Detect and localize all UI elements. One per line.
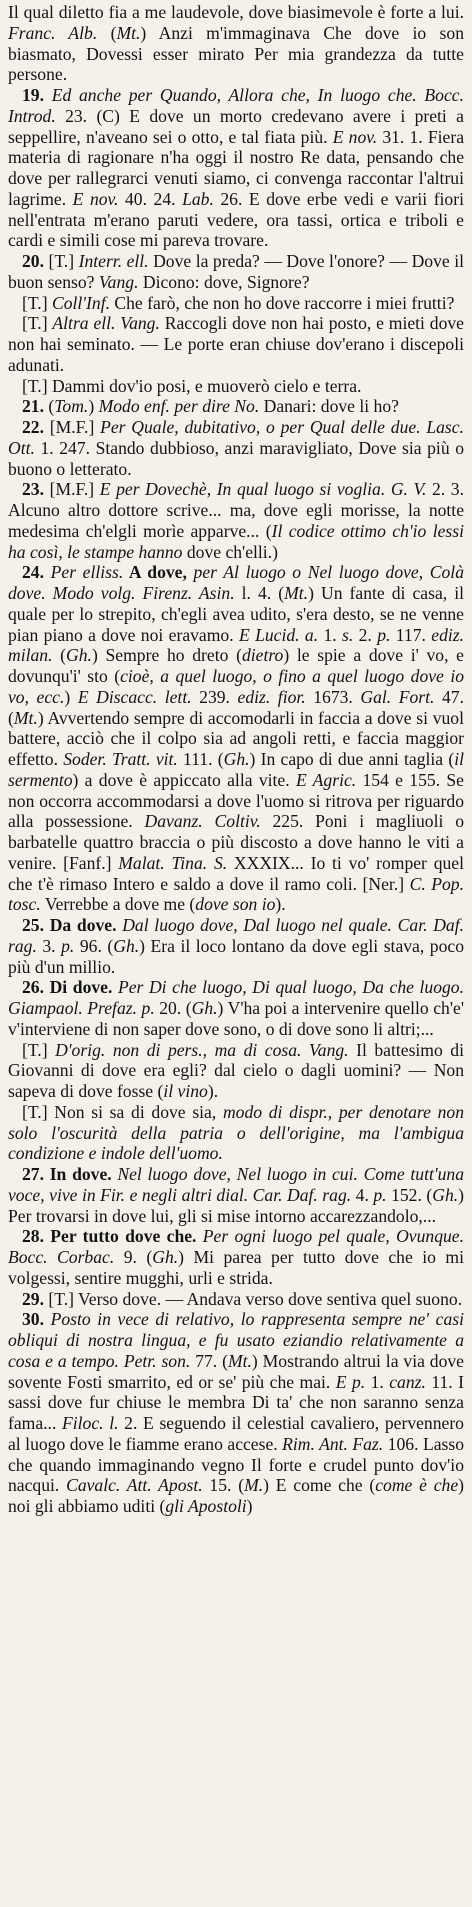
italic-text: Mt.	[227, 1350, 252, 1371]
body-text: ) V'ha poi a intervenire quello ch'e' v'interviene di non saper dove sono, o di dove sono li altri;...	[8, 998, 464, 1039]
italic-text: p.	[61, 935, 75, 956]
italic-text: ediz. fior.	[237, 686, 306, 707]
italic-text: Franc. Alb.	[8, 22, 98, 43]
italic-text: p.	[377, 624, 391, 645]
body-text: ) Sempre ho dreto (	[91, 645, 242, 666]
body-text: 77. (	[190, 1350, 228, 1371]
entry-paragraph	[8, 251, 464, 293]
body-text: [T.]	[22, 313, 53, 334]
italic-text: Mt.	[284, 583, 309, 603]
body-text: 154 e 155. Se non occorra accommodarsi a dove l'uomo si ritrova per riguardo alla possessione.	[8, 769, 464, 832]
body-text: 31. 1. Fiera materia di ragionare n'ha oggi il nostro Re data, pensando che dove per rallegrarci venuti siamo, ci convenga raccontar l'altrui lagrime.	[8, 126, 465, 209]
body-text: ).	[275, 894, 286, 915]
body-text: Che farò, che non ho dove raccorre i miei frutti?	[109, 292, 455, 313]
body-text: 106. Lasso che quando immaginando vegno Il forte e crudel punto dov'io nacqui.	[8, 1433, 464, 1496]
body-text: ) noi gli abbiamo uditi (	[8, 1475, 464, 1516]
entry-paragraph	[8, 85, 464, 251]
entry-paragraph	[8, 417, 464, 479]
body-text: Il qual diletto fia a me laudevole, dove biasimevole è forte a lui.	[8, 2, 464, 22]
body-text: [T.]	[22, 1039, 56, 1060]
italic-text: cioè, a quel luogo, o fino a quel luogo dove io vo, ecc.	[8, 666, 464, 707]
body-text: ).	[207, 1081, 219, 1101]
body-text: 9. (	[114, 1247, 153, 1267]
italic-text: Ed anche per Quando, Allora che, In luogo che. Bocc. Introd.	[8, 85, 464, 126]
italic-text: Gh.	[223, 749, 250, 769]
body-text: ) In capo di due anni taglia (	[249, 749, 455, 769]
entry-paragraph	[8, 479, 464, 562]
entry-heading: A dove,	[123, 562, 194, 583]
body-text: ) a dove è appiccato alla vite.	[72, 769, 296, 790]
body-text: 40. 24.	[118, 188, 183, 209]
italic-text: Malat. Tina. S.	[118, 852, 228, 873]
body-text: 239.	[191, 686, 238, 707]
body-text: ) Per trovarsi in dove lui, gli si mise intorno accarezzandolo,...	[8, 1184, 464, 1226]
body-text: 4.	[351, 1184, 374, 1205]
italic-text: Interr. ell.	[78, 251, 149, 271]
entry-heading: 19.	[22, 85, 44, 105]
italic-text: p.	[373, 1184, 387, 1205]
body-text: 2.	[353, 624, 378, 645]
italic-text: Per Di che luogo, Di qual luogo, Da che luogo. Giampaol. Prefaz. p.	[8, 977, 465, 1018]
italic-text: E Lucid. a.	[238, 624, 319, 645]
entry-heading: 21.	[22, 396, 44, 417]
italic-text: Coll'Inf.	[51, 292, 110, 313]
italic-text: come è che	[375, 1475, 459, 1496]
entry-heading: 20.	[22, 251, 44, 271]
body-text: ) Era il loco lontano da dove egli stava, poco più d'un millio.	[8, 935, 464, 977]
italic-text: Modo enf. per dire No.	[98, 396, 260, 417]
body-text: (	[52, 645, 67, 666]
body-text: 96. (	[74, 935, 114, 956]
body-text: )	[246, 1496, 253, 1516]
entry-paragraph	[8, 1040, 464, 1102]
italic-text: Gh.	[432, 1184, 459, 1205]
body-text: Raccogli dove non hai posto, e mieti dove non hai seminato. — Le porte eran chiuse dov'erano i discepoli adunati.	[8, 313, 464, 375]
italic-text: dietro	[241, 645, 284, 666]
body-text: (	[44, 396, 55, 417]
italic-text: Rim. Ant. Faz.	[282, 1433, 384, 1454]
italic-text: canz.	[389, 1371, 426, 1392]
italic-text: E Agric.	[295, 769, 357, 790]
italic-text: Il codice ottimo ch'io lessi ha così, le stampe hanno	[8, 520, 464, 562]
entry-heading: 26. Di dove.	[22, 977, 113, 998]
italic-text: E nov.	[72, 188, 119, 209]
body-text: 111. (	[177, 749, 224, 769]
body-text: XXXIX... Io ti vo' romper quel che t'è rimaso Intero e saldo a dove il ramo coli. [Ner.]	[8, 852, 464, 894]
body-text: 11. I sassi dove fur chiuse le membra Di ta' che non saranno senza fama...	[8, 1371, 464, 1433]
italic-text: Gal. Fort.	[360, 686, 435, 707]
body-text: ) Mostrando altrui la via dove sovente Fosti smarrito, ed or se' più che mai.	[8, 1350, 464, 1392]
body-text: 47. (	[8, 686, 464, 728]
italic-text: Gh.	[191, 998, 218, 1018]
entry-paragraph	[8, 293, 464, 314]
italic-text: Tom.	[54, 396, 89, 417]
body-text: [T.] Dammi dov'io posi, e muoverò cielo e terra.	[22, 375, 362, 396]
italic-text: Gh.	[66, 645, 92, 666]
entry-paragraph	[8, 977, 464, 1039]
body-text: ) Anzi m'immaginava Che dove io son biasmato, Dovessi esser mirato Per mia grandezza da tutte persone.	[8, 22, 464, 85]
entry-heading: 25. Da dove.	[22, 915, 117, 935]
italic-text: E p.	[335, 1371, 366, 1392]
body-text: ) E come che (	[263, 1475, 376, 1496]
body-text: [M.F.]	[44, 417, 101, 437]
body-text: dove ch'elli.)	[182, 541, 278, 562]
body-text: 1.	[365, 1371, 390, 1392]
entry-heading: 22.	[22, 417, 44, 437]
entry-paragraph	[8, 1309, 464, 1517]
entry-paragraph	[8, 313, 464, 375]
italic-text: modo di dispr., per denotare non solo l'oscurità della patria o dell'origine, ma l'ambigua condizione e indole dell'uomo.	[8, 1101, 464, 1164]
italic-text: il vino	[163, 1081, 208, 1101]
italic-text: Mt.	[13, 707, 38, 728]
italic-text: Lab.	[182, 188, 214, 209]
italic-text: E nov.	[332, 126, 378, 147]
body-text: )	[88, 396, 99, 417]
italic-text: Per ogni luogo pel quale, Ovunque. Bocc. Corbac.	[8, 1226, 464, 1267]
body-text: 20. (	[154, 998, 192, 1018]
italic-text: D'orig. non di pers., ma di cosa. Vang.	[55, 1039, 349, 1060]
entry-paragraph	[8, 376, 464, 397]
body-text: ) Un fante di casa, il quale per lo strepito, ch'egli avea udito, s'era desto, se ne venne pian piano a dove noi eravamo.	[8, 583, 465, 645]
body-text: (	[97, 22, 117, 43]
entry-heading: 29.	[22, 1288, 44, 1309]
italic-text: Per elliss.	[44, 562, 124, 583]
italic-text: Davanz. Coltiv.	[144, 811, 261, 832]
body-text: 23. (C) E dove un morto credevano avere i preti a seppellire, n'aveano sei o otto, e tal fiata più.	[8, 105, 464, 147]
italic-text: M.	[244, 1475, 264, 1496]
body-text: 3.	[36, 935, 62, 956]
italic-text: Altra ell. Vang.	[52, 313, 160, 334]
entry-paragraph	[8, 1226, 464, 1288]
italic-text: Per Quale, dubitativo, o per Qual delle due. Lasc. Ott.	[8, 417, 464, 458]
body-text: 15. (	[202, 1475, 245, 1496]
italic-text: C. Pop. tosc.	[8, 873, 464, 915]
italic-text: E Discacc. lett.	[77, 686, 192, 707]
entry-paragraph	[8, 1289, 464, 1310]
entry-paragraph	[8, 915, 464, 977]
italic-text: il sermento	[8, 749, 464, 790]
italic-text: s.	[342, 624, 354, 645]
body-text: Il battesimo di Giovanni di dove era egli? dal cielo o dagli uomini? — Non sapeva di dove fosse (	[8, 1039, 464, 1101]
italic-text: Cavalc. Att. Apost.	[66, 1475, 203, 1496]
body-text: Danari: dove li ho?	[259, 396, 399, 417]
body-text: 117.	[390, 624, 432, 645]
body-text: 2. E seguendo il celestial cavaliero, pervennero al luogo dove le fiamme erano accese.	[8, 1413, 464, 1454]
entry-paragraph	[8, 396, 464, 417]
entry-heading: 24.	[22, 562, 44, 583]
body-text: Dicono: dove, Signore?	[138, 271, 310, 292]
body-text: [T.]	[44, 251, 79, 271]
italic-text: ediz. milan.	[8, 624, 465, 666]
italic-text: Nel luogo dove, Nel luogo in cui. Come tutt'una voce, vive in Fir. e negli altri dial. Car. Daf. rag.	[8, 1164, 464, 1205]
italic-text: Soder. Tratt. vit.	[63, 749, 178, 769]
entry-heading: 28. Per tutto dove che.	[22, 1226, 197, 1247]
body-text: Dove la preda? — Dove l'onore? — Dove il buon senso?	[8, 251, 464, 292]
italic-text: Gh.	[113, 935, 140, 956]
entry-paragraph	[8, 1164, 464, 1226]
italic-text: Gh.	[152, 1247, 179, 1267]
body-text: ) le spie a dove i' vo, e dovunqu'i' sto (	[8, 645, 464, 686]
italic-text: E per Dovechè, In qual luogo si voglia. G. V.	[99, 479, 427, 500]
body-text: ) Mi parea per tutto dove che io mi volgessi, sentire mugghi, urli e strida.	[8, 1247, 464, 1288]
entry-heading: 27. In dove.	[22, 1164, 112, 1184]
body-text: 225. Poni i magliuoli o barbatelle quattro braccia o più discosto a dove hanno le viti a venire. [Fanf.]	[8, 811, 464, 873]
entry-heading: 23.	[22, 479, 44, 500]
body-text: )	[64, 686, 78, 707]
italic-text: dove son io	[195, 894, 276, 915]
body-text: [M.F.]	[44, 479, 100, 500]
italic-text: per Al luogo o Nel luogo dove, Colà dove. Modo volg. Firenz. Asin.	[8, 562, 464, 603]
entry-paragraph	[8, 562, 464, 915]
italic-text: gli Apostoli	[165, 1496, 247, 1516]
body-text: [T.] Verso dove. — Andava verso dove sentiva quel suono.	[44, 1288, 463, 1309]
entry-heading: 30.	[22, 1309, 44, 1330]
italic-text: Posto in vece di relativo, lo rappresenta sempre ne' casi obliqui di nostra lingua, e fu usato eziandio relativamente a cosa e a tempo. Petr. son.	[8, 1309, 464, 1371]
body-text: [T.]	[22, 292, 52, 313]
body-text: [T.] Non si sa di dove sia,	[22, 1101, 223, 1122]
body-text: Verrebbe a dove me (	[40, 894, 196, 915]
body-text: l. 4. (	[234, 583, 285, 603]
body-text: ) Avvertendo sempre di accomodarli in faccia a dove si vuol battere, acciò che il colpo sia ad angoli retti, e faccia maggior effetto.	[8, 707, 464, 769]
italic-text: Vang.	[98, 271, 139, 292]
italic-text: Dal luogo dove, Dal luogo nel quale. Car. Daf. rag.	[8, 915, 464, 956]
body-text: 152. (	[386, 1184, 433, 1205]
italic-text: Filoc. l.	[62, 1413, 119, 1433]
body-text: 26. E dove erbe vedi e varii fiori nell'entrata m'erano paruti vedere, ora tassi, ortica e triboli e cardi e simili cose mi pareva trovare.	[8, 188, 464, 251]
body-text: 1.	[318, 624, 343, 645]
italic-text: Mt.	[116, 22, 141, 43]
entry-paragraph	[8, 1102, 464, 1164]
body-text: 1673.	[305, 686, 361, 707]
entry-paragraph	[8, 2, 464, 85]
body-text: 2. 3. Alcuno altro dottore scrive... ma, dove egli morisse, la notte medesima ch'elgli morìe apparve... (	[8, 479, 464, 541]
body-text: 1. 247. Stando dubbioso, anzi maravigliato, Dove sia più o buono o letterato.	[8, 437, 464, 479]
